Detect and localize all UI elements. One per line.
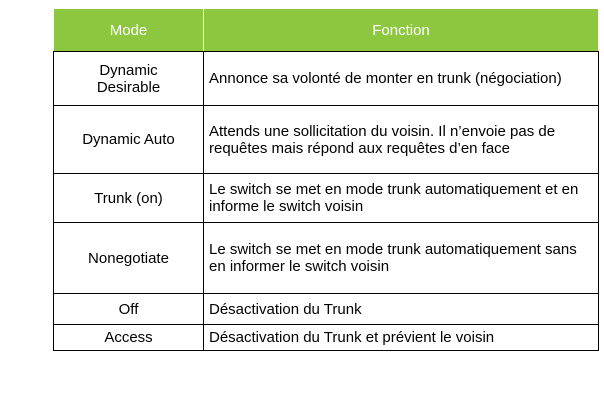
- table-row: [54, 52, 599, 106]
- function-cell: Désactivation du Trunk: [204, 294, 599, 325]
- mode-cell: Nonegotiate: [54, 223, 204, 294]
- function-cell: Attends une sollicitation du voisin. Il n’envoie pas de requêtes mais répond aux requêtes d’en face: [204, 106, 599, 174]
- mode-cell: Dynamic Auto: [54, 106, 204, 174]
- table-row: [54, 106, 599, 174]
- function-cell: Le switch se met en mode trunk automatiquement sans en informer le switch voisin: [204, 223, 599, 294]
- table-row: [54, 294, 599, 325]
- header-mode: Mode: [54, 9, 204, 52]
- mode-cell: [54, 52, 204, 106]
- table-row: [54, 174, 599, 223]
- header-function: Fonction: [204, 9, 599, 52]
- table-row: [54, 325, 599, 351]
- function-cell: Désactivation du Trunk et prévient le voisin: [204, 325, 599, 351]
- mode-label-line-2: Desirable: [96, 78, 161, 96]
- table-header-row: [54, 9, 599, 52]
- function-cell: Le switch se met en mode trunk automatiquement et en informe le switch voisin: [204, 174, 599, 223]
- mode-cell: Access: [54, 325, 204, 351]
- mode-cell: Trunk (on): [54, 174, 204, 223]
- mode-cell: Off: [54, 294, 204, 325]
- table-row: [54, 223, 599, 294]
- trunk-modes-table: [53, 8, 599, 351]
- mode-label-line-1: Dynamic: [99, 61, 158, 79]
- function-cell: Annonce sa volonté de monter en trunk (négociation): [204, 52, 599, 106]
